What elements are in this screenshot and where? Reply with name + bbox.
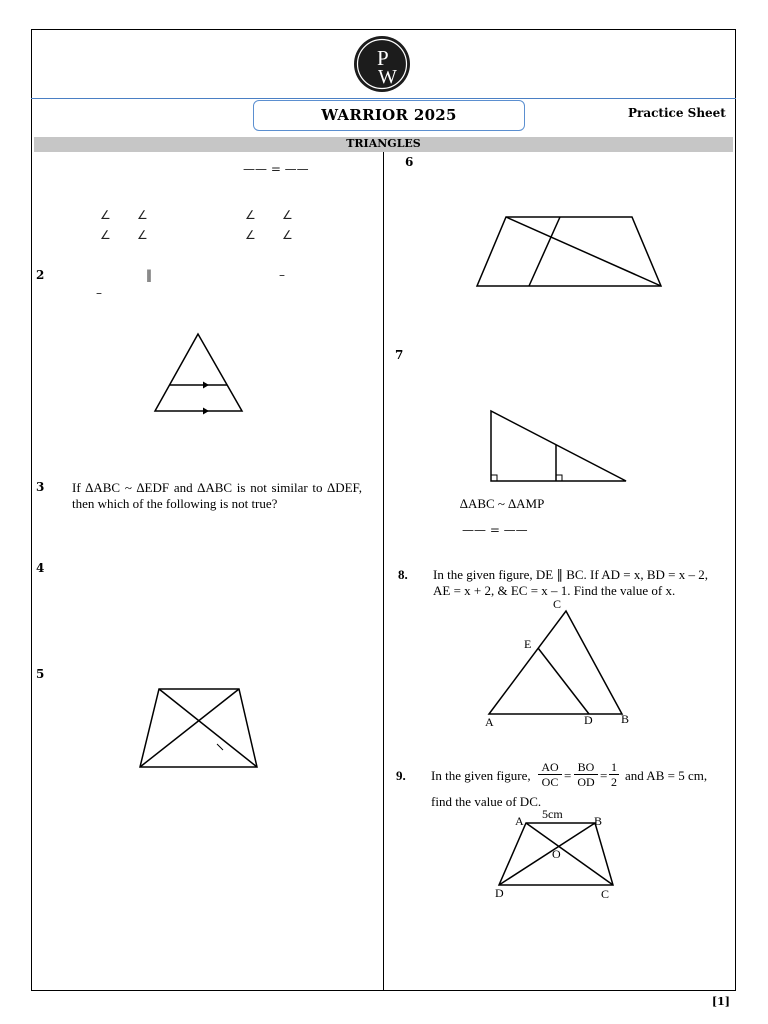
q4-number: 4: [36, 561, 45, 575]
q9-frac3-denominator: 2: [611, 775, 617, 789]
q9-frac2-denominator: OD: [574, 774, 598, 789]
q8-triangle-figure: [480, 596, 640, 730]
q9-number: 9.: [396, 768, 406, 783]
q1-angle-symbol: ∠: [282, 228, 293, 242]
page-number: [1]: [711, 995, 730, 1008]
q9-fraction-ao-oc: [538, 760, 562, 789]
svg-text:P: P: [377, 46, 389, 70]
q1-angle-symbol: ∠: [245, 208, 256, 222]
q9-text-after: and AB = 5 cm,: [625, 768, 708, 783]
subject-title: TRIANGLES: [346, 137, 421, 150]
q2-dash: –: [96, 286, 102, 300]
q9-label-d: D: [495, 886, 504, 900]
q6-number: 6: [405, 155, 414, 169]
q8-text: In the given figure, DE ∥ BC. If AD = x, BD = x – 2, AE = x + 2, & EC = x – 1. Find the value of x.: [433, 567, 708, 598]
q1-angle-symbol: ∠: [100, 208, 111, 222]
q9-frac1-denominator: OC: [538, 774, 562, 789]
q2-parallel-symbol: ‖: [146, 268, 152, 282]
q2-dash: –: [279, 268, 285, 282]
q8-label-d: D: [584, 713, 593, 727]
q1-angle-symbol: ∠: [137, 228, 148, 242]
q1-angle-symbol: ∠: [100, 228, 111, 242]
q8-label-b: B: [621, 712, 630, 726]
q9-text-before: In the given figure,: [431, 768, 531, 783]
q5-number: 5: [36, 667, 45, 681]
q3-text: If ∆ABC ~ ∆EDF and ∆ABC is not similar to ∆DEF, then which of the following is not true?: [72, 480, 362, 511]
q2-number: 2: [36, 268, 45, 282]
q8-label-e: E: [524, 637, 532, 651]
page-title: WARRIOR 2025: [253, 100, 525, 131]
pw-logo-icon: [353, 35, 411, 93]
q1-angle-symbol: ∠: [282, 208, 293, 222]
q9-label-o: O: [552, 847, 561, 861]
q7-similarity-statement: ∆ABC ~ ∆AMP: [460, 496, 545, 511]
q9-trapezium-figure: [490, 806, 620, 902]
q8-number: 8.: [398, 567, 408, 582]
q9-frac3-numerator: 1: [611, 760, 617, 774]
q9-frac1-numerator: AO: [541, 760, 559, 774]
sheet-type-label: Practice Sheet: [628, 106, 726, 120]
q9-label-c: C: [601, 887, 610, 901]
q9-frac2-numerator: BO: [577, 760, 595, 774]
q1-fraction-equation: —— = ——: [243, 162, 309, 176]
q8-label-a: A: [485, 715, 494, 729]
q9-label-ab-length: 5cm: [542, 807, 563, 821]
q9-text-line2: find the value of DC.: [431, 794, 542, 809]
q9-label-a: A: [515, 814, 524, 828]
q5-trapezium-figure: [135, 684, 263, 772]
q9-fraction-bo-od: [574, 760, 598, 789]
q9-equals: =: [600, 768, 608, 783]
q9-label-b: B: [594, 814, 603, 828]
q6-trapezium-figure: [470, 210, 670, 292]
q1-angle-symbol: ∠: [245, 228, 256, 242]
q7-fraction-equation: —— = ——: [462, 523, 528, 537]
q8-label-c: C: [553, 597, 562, 611]
q9-fraction-half: [609, 760, 619, 789]
header-divider: [31, 98, 736, 99]
q7-number: 7: [395, 348, 404, 362]
q7-right-triangle-figure: [486, 406, 631, 486]
column-divider: [383, 152, 384, 991]
q2-triangle-figure: [150, 330, 250, 416]
q1-angle-symbol: ∠: [137, 208, 148, 222]
svg-text:W: W: [378, 66, 397, 88]
q9-equals: =: [564, 768, 572, 783]
q3-number: 3: [36, 480, 45, 494]
